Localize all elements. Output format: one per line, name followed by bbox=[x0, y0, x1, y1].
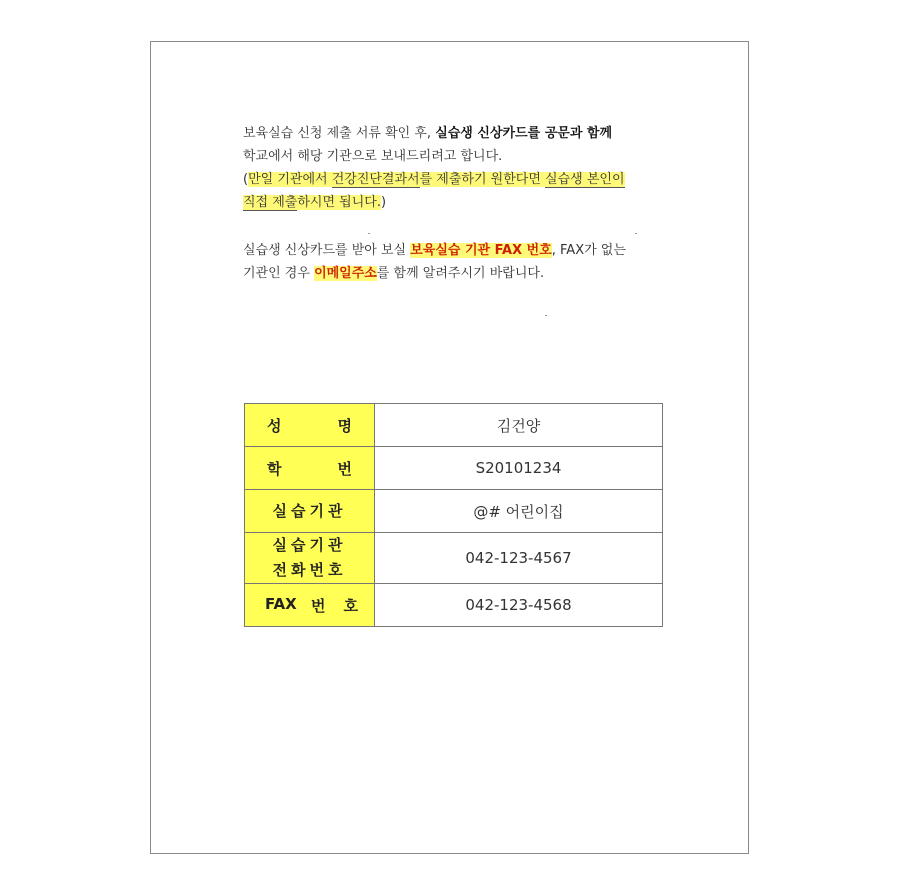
highlight-text: 를 제출하기 원한다면 bbox=[419, 172, 546, 187]
table-row bbox=[245, 533, 663, 584]
intro-line-1 bbox=[243, 122, 673, 145]
request-line-2 bbox=[243, 262, 673, 285]
name-label: 성 명 bbox=[245, 404, 375, 447]
scan-speck bbox=[545, 315, 547, 316]
intro-line-2: 학교에서 해당 기관으로 보내드리려고 합니다. bbox=[243, 149, 503, 164]
student-self-text: 실습생 본인이 bbox=[545, 172, 625, 187]
intro-paragraph bbox=[243, 122, 673, 214]
intro-line-4 bbox=[243, 191, 673, 214]
request-line-1 bbox=[243, 239, 673, 262]
table-row bbox=[245, 404, 663, 447]
student-id-value: S20101234 bbox=[375, 447, 663, 490]
paren-close: ) bbox=[381, 195, 387, 210]
health-certificate-text: 건강진단결과서 bbox=[331, 172, 420, 187]
organization-phone-label: 실습기관 전화번호 bbox=[245, 533, 375, 584]
intro-line-3 bbox=[243, 168, 673, 191]
scan-speck bbox=[368, 233, 370, 234]
email-emphasis: 이메일주소 bbox=[314, 266, 377, 281]
paren-open: ( bbox=[243, 172, 249, 187]
student-id-label: 학 번 bbox=[245, 447, 375, 490]
table-row bbox=[245, 490, 663, 533]
highlight-text: 만일 기관에서 bbox=[248, 172, 332, 187]
request-text: , FAX가 없는 bbox=[551, 243, 626, 258]
student-info-table bbox=[244, 403, 663, 627]
intro-text: 보육실습 신청 제출 서류 확인 후, bbox=[243, 126, 436, 141]
scan-speck bbox=[635, 233, 637, 234]
request-paragraph bbox=[243, 239, 673, 285]
request-text: 기관인 경우 bbox=[243, 266, 315, 281]
name-value: 김건양 bbox=[375, 404, 663, 447]
fax-value: 042-123-4568 bbox=[375, 584, 663, 627]
organization-value: @# 어린이집 bbox=[375, 490, 663, 533]
fax-label: FAX 번 호 bbox=[245, 584, 375, 627]
organization-phone-value: 042-123-4567 bbox=[375, 533, 663, 584]
intro-emphasis: 실습생 신상카드를 공문과 함께 bbox=[435, 126, 613, 141]
table-row bbox=[245, 584, 663, 627]
document-page bbox=[150, 41, 749, 854]
request-text: 를 함께 알려주시기 바랍니다. bbox=[376, 266, 545, 281]
submit-directly-text: 직접 제출 bbox=[243, 195, 298, 210]
table-row bbox=[245, 447, 663, 490]
request-text: 실습생 신상카드를 받아 보실 bbox=[243, 243, 411, 258]
highlight-text: 하시면 됩니다. bbox=[297, 195, 381, 210]
fax-number-emphasis: 보육실습 기관 FAX 번호 bbox=[410, 243, 552, 258]
organization-label: 실습기관 bbox=[245, 490, 375, 533]
